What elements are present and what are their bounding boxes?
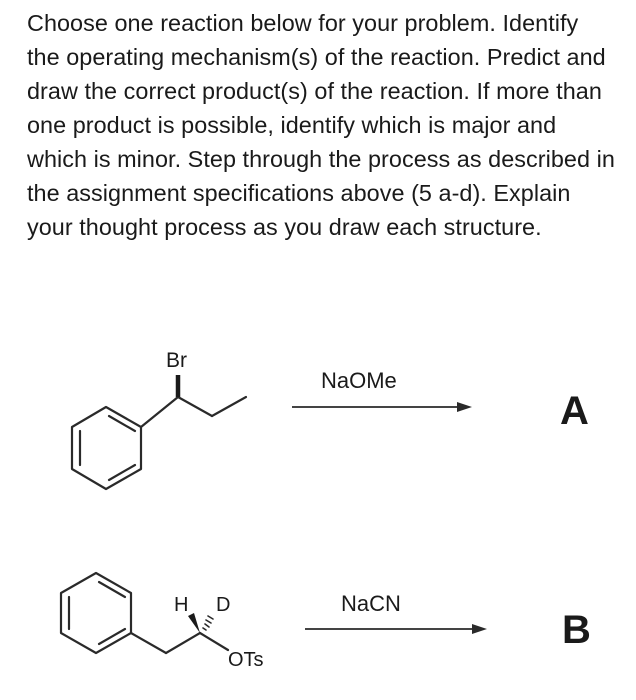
question-text: Choose one reaction below for your problem. Identify the operating mechanism(s) of the reaction. Predict and draw the correct product(s) of the reaction. If more than one product is possible, identify which is major and which is minor. Step through the process as described in the assignment specifications above (5 a-d). Explain your thought process as you draw each structure. <box>27 10 615 240</box>
reagent-2: NaCN <box>341 591 401 616</box>
benzene-ring-2 <box>61 573 131 653</box>
wedge-bond-h <box>188 613 200 633</box>
reaction-2 <box>61 573 591 671</box>
reagent-1: NaOMe <box>321 368 397 393</box>
bromine-label: Br <box>166 349 187 372</box>
reaction-arrow-2 <box>305 624 487 634</box>
side-chain-1 <box>141 397 246 427</box>
side-chain-2 <box>131 633 228 653</box>
reaction-arrow-1 <box>292 402 472 412</box>
product-label-a: A <box>560 389 589 433</box>
benzene-ring-1 <box>72 407 141 489</box>
reaction-1 <box>72 349 589 489</box>
product-label-b: B <box>562 608 591 652</box>
hashed-bond-d <box>203 616 213 630</box>
deuterium-label: D <box>216 594 231 616</box>
tosylate-label: OTs <box>228 649 264 671</box>
hydrogen-label: H <box>174 594 189 616</box>
